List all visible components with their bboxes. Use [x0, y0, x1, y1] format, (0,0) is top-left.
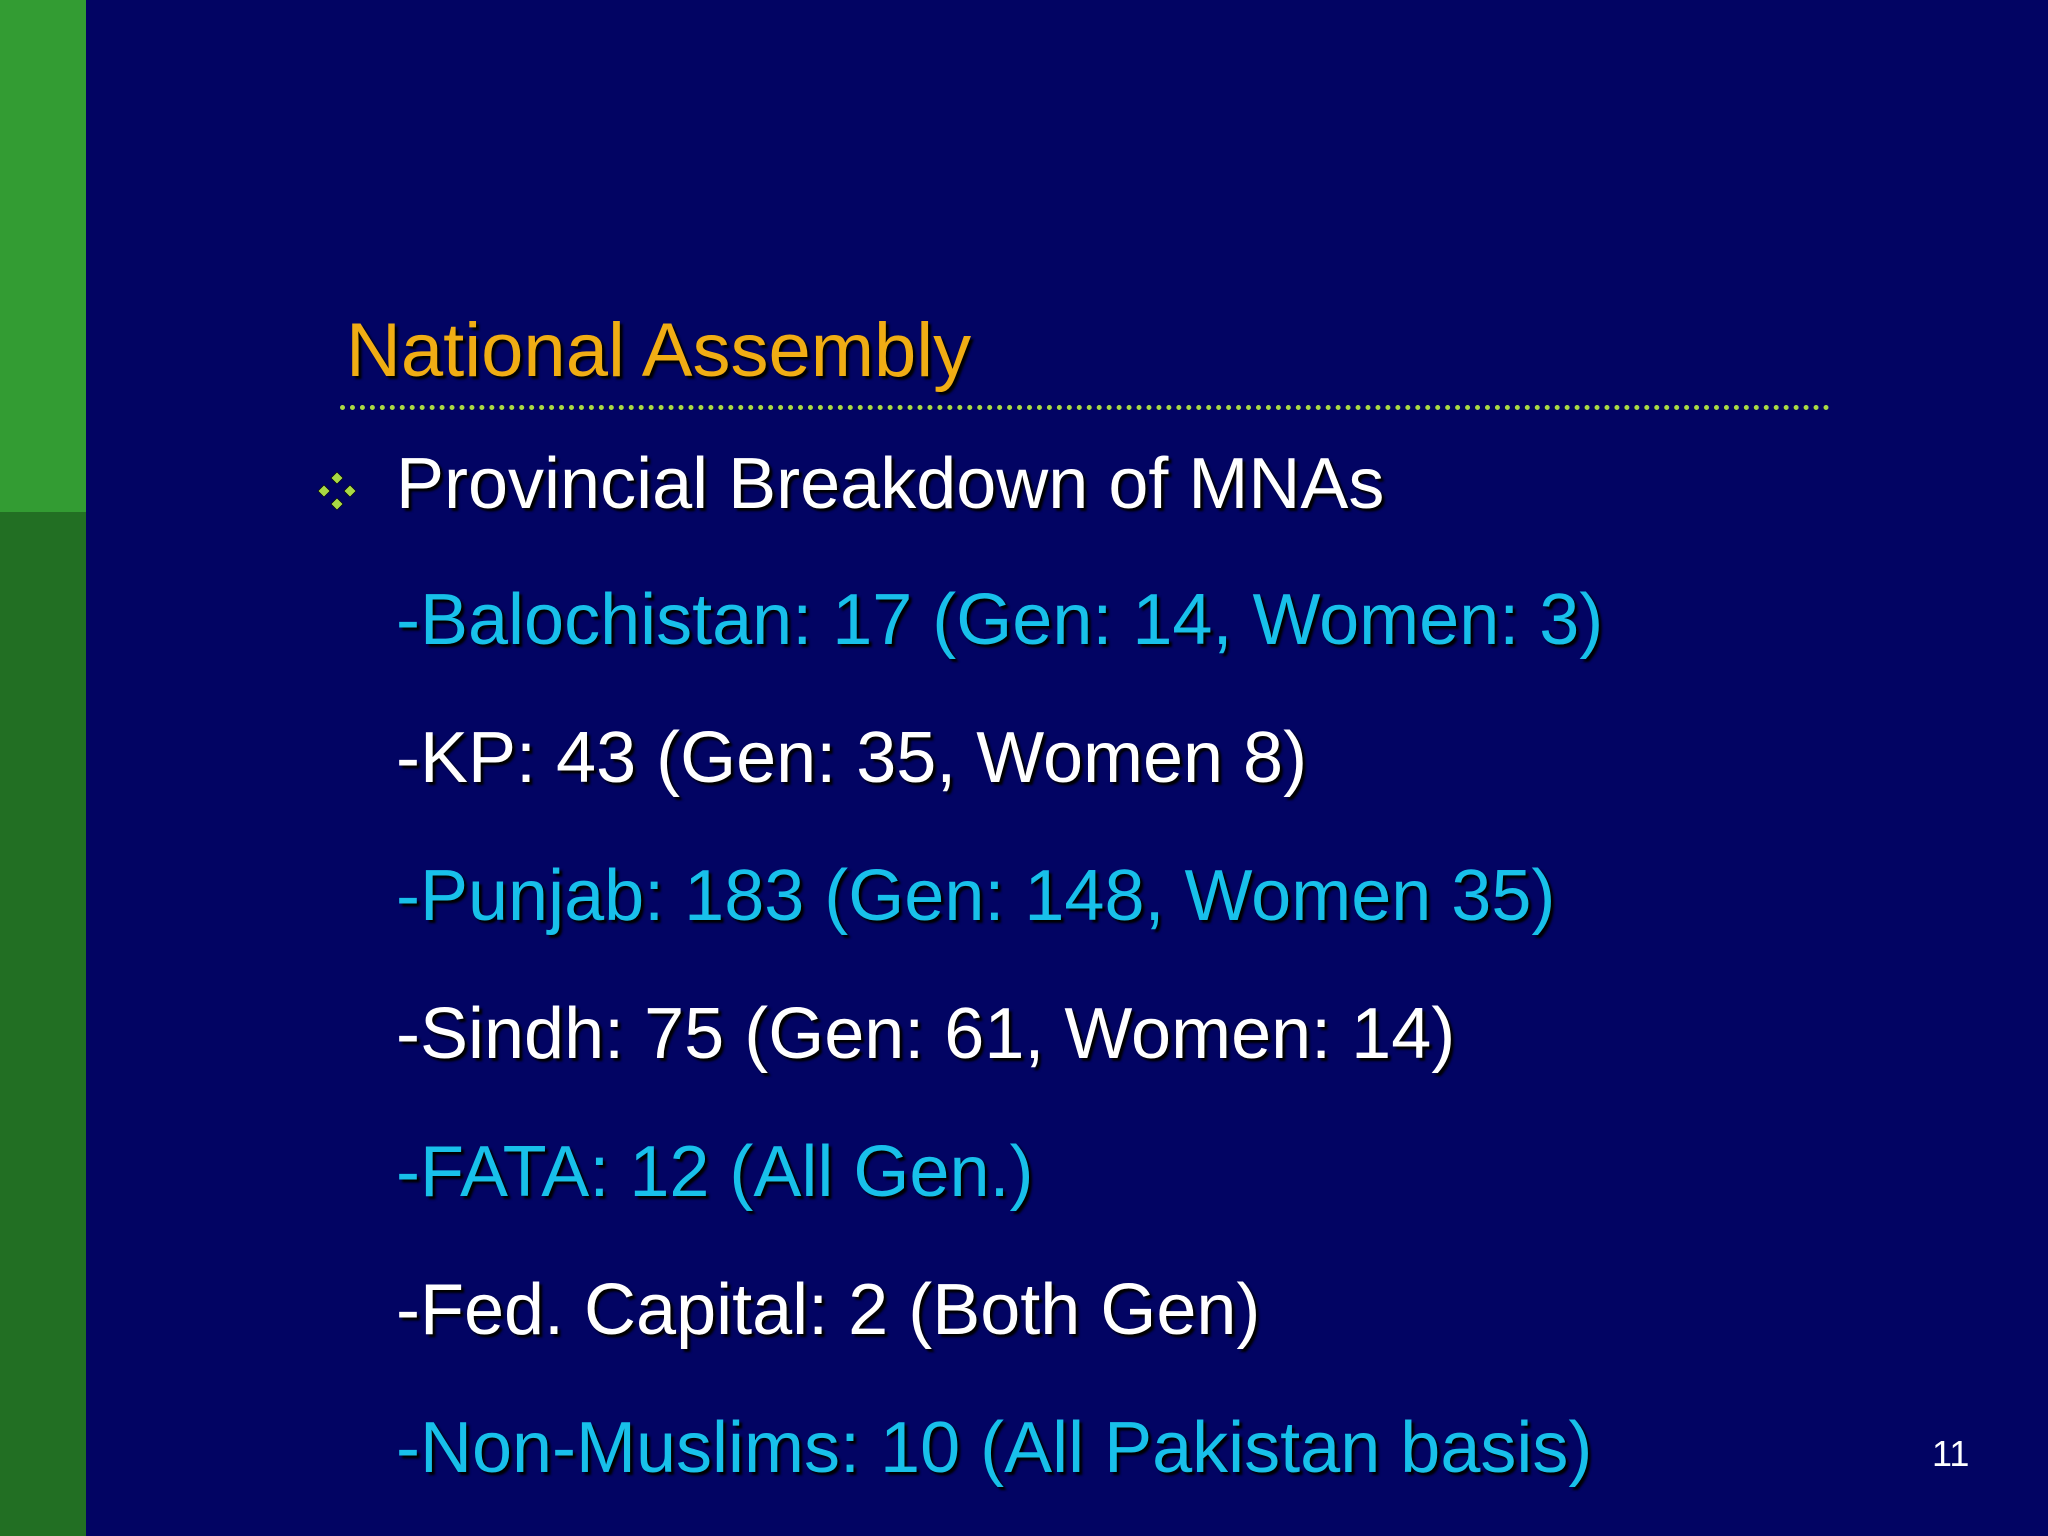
- breakdown-list: [396, 578, 1603, 1536]
- title-divider: [340, 405, 1830, 410]
- list-item-punjab: -Punjab: 183 (Gen: 148, Women 35): [396, 856, 1556, 936]
- list-item-non-muslims: -Non-Muslims: 10 (All Pakistan basis): [396, 1408, 1593, 1488]
- diamond-bullet-icon: [316, 470, 358, 512]
- sidebar-accent-bottom: [0, 512, 86, 1536]
- section-heading: Provincial Breakdown of MNAs: [396, 444, 1385, 524]
- page-number: 11: [1932, 1433, 1970, 1474]
- slide-title: National Assembly: [346, 308, 972, 393]
- sidebar-accent-top: [0, 0, 86, 512]
- list-item-balochistan: -Balochistan: 17 (Gen: 14, Women: 3): [396, 580, 1604, 660]
- list-item-fed-capital: -Fed. Capital: 2 (Both Gen): [396, 1270, 1261, 1350]
- list-item-kp: -KP: 43 (Gen: 35, Women 8): [396, 718, 1308, 798]
- list-item-sindh: -Sindh: 75 (Gen: 61, Women: 14): [396, 994, 1456, 1074]
- list-item-fata: -FATA: 12 (All Gen.): [396, 1132, 1034, 1212]
